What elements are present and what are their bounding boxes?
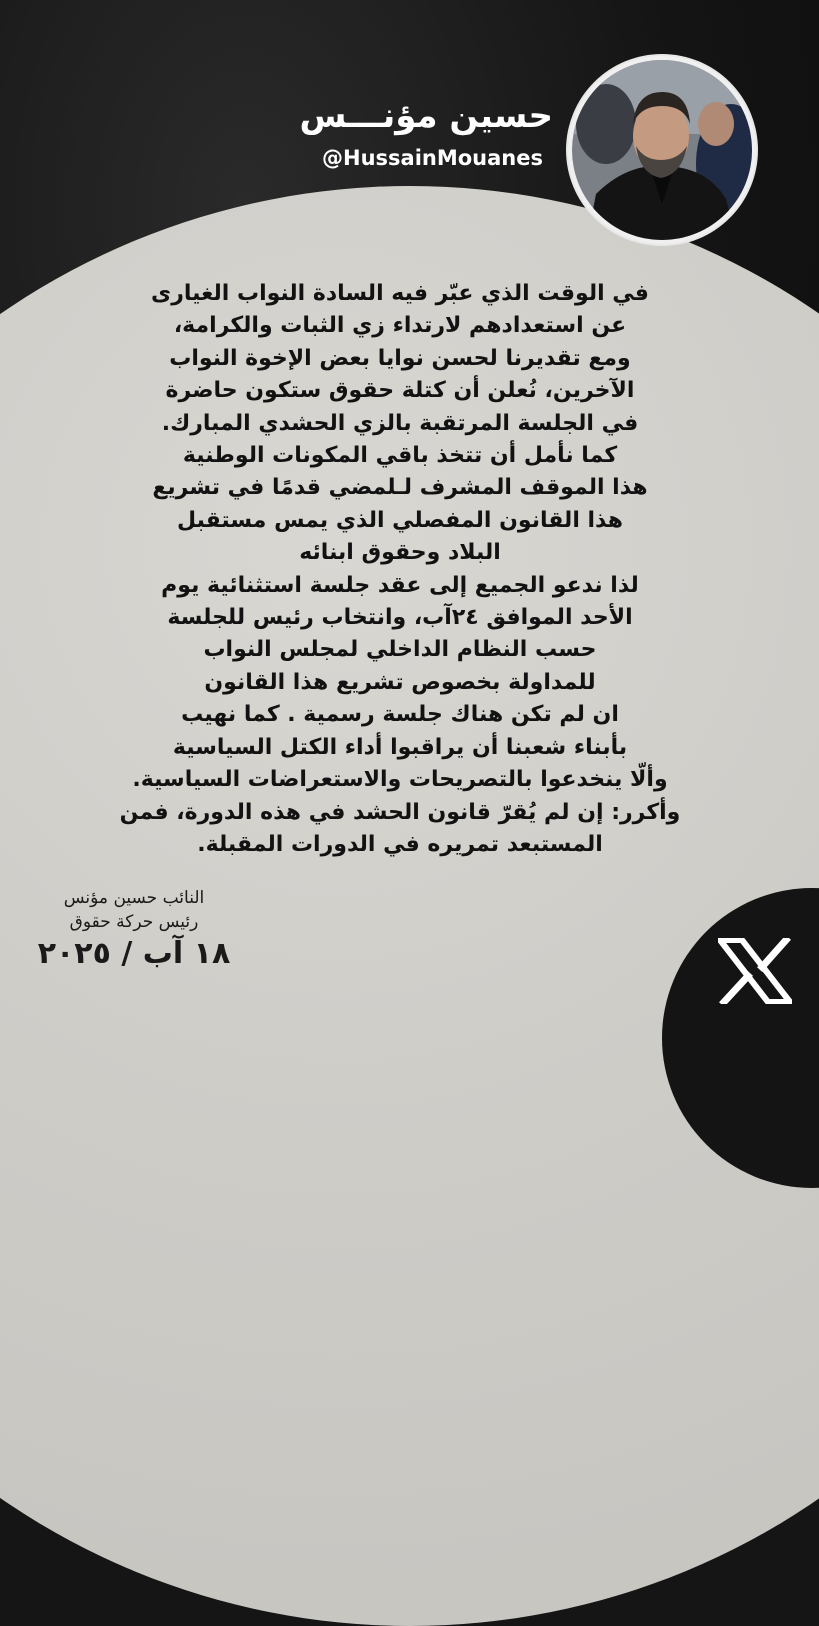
signature-name: النائب حسين مؤنس bbox=[63, 888, 205, 908]
statement-line: هذا القانون المفصلي الذي يمس مستقبل bbox=[176, 507, 624, 533]
statement-line: حسب النظام الداخلي لمجلس النواب bbox=[203, 637, 597, 663]
signature-title: رئيس حركة حقوق bbox=[69, 912, 199, 932]
portrait-photo-icon bbox=[566, 54, 758, 246]
statement-line: في الوقت الذي عبّر فيه السادة النواب الغيارى bbox=[151, 281, 649, 306]
statement-line: كما نأمل أن تتخذ باقي المكونات الوطنية bbox=[182, 443, 618, 469]
statement-line: هذا الموقف المشرف لـلمضي قدمًا في تشريع bbox=[152, 475, 648, 501]
statement-line: وأكرر: إن لم يُقرّ قانون الحشد في هذه الدورة، فمن bbox=[119, 799, 681, 825]
statement-line: عن استعدادهم لارتداء زي الثبات والكرامة، bbox=[173, 313, 627, 339]
statement-line: الآخرين، نُعلن أن كتلة حقوق ستكون حاضرة bbox=[165, 378, 635, 404]
statement-line: في الجلسة المرتقبة بالزي الحشدي المبارك. bbox=[161, 410, 639, 436]
statement-line: المستبعد تمريره في الدورات المقبلة. bbox=[197, 831, 603, 857]
statement-line: ان لم تكن هناك جلسة رسمية . كما نهيب bbox=[181, 702, 619, 728]
profile-name: حسين مؤنـــس bbox=[299, 96, 553, 136]
statement-text bbox=[80, 278, 720, 861]
profile-handle[interactable]: @HussainMouanes bbox=[322, 146, 543, 170]
statement-line: الأحد الموافق ٢٤آب، وانتخاب رئيس للجلسة bbox=[167, 605, 633, 631]
statement-line: وألّا ينخدعوا بالتصريحات والاستعراضات السياسية. bbox=[132, 767, 668, 793]
statement-line: للمداولة بخصوص تشريع هذا القانون bbox=[204, 669, 596, 695]
statement-line: لذا ندعو الجميع إلى عقد جلسة استثنائية يوم bbox=[161, 572, 639, 598]
statement-line: ومع تقديرنا لحسن نوايا بعض الإخوة النواب bbox=[169, 345, 631, 371]
signature-block bbox=[14, 886, 254, 974]
statement-line: بأبناء شعبنا أن يراقبوا أداء الكتل السياسية bbox=[172, 734, 628, 760]
avatar[interactable] bbox=[566, 54, 758, 246]
statement-line: البلاد وحقوق ابنائه bbox=[299, 540, 501, 566]
signature-date: ١٨ آب / ٢٠٢٥ bbox=[37, 936, 231, 971]
x-logo-icon[interactable] bbox=[718, 938, 792, 1004]
